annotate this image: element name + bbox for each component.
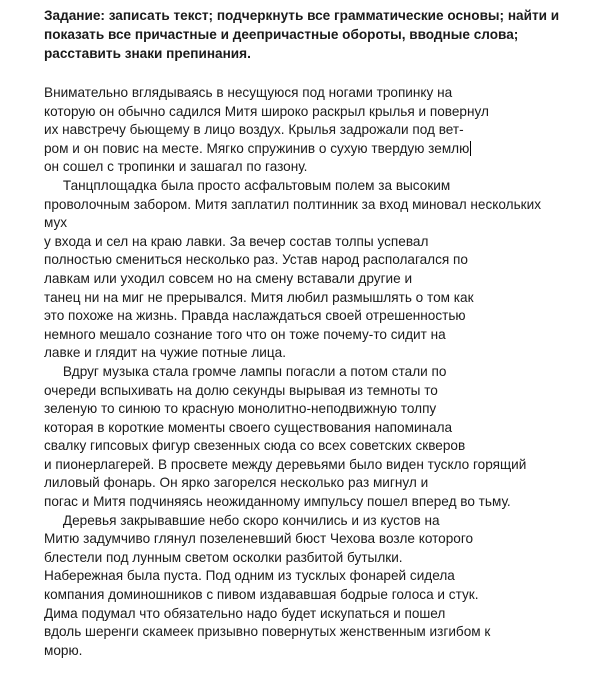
text-line: и пионерлагерей. В просвете между деревьями было виден тускло горящий — [44, 456, 527, 472]
task-instructions — [44, 6, 604, 63]
text-line: он сошел с тропинки и зашагал по газону. — [44, 159, 308, 175]
text-line: морю. — [44, 642, 83, 658]
task-line: Задание: записать текст; подчеркнуть все грамматические основы; найти и — [44, 8, 560, 23]
text-line: Танцплощадка была просто асфальтовым полем за высоким — [44, 177, 451, 193]
text-line: очереди вспыхивать на долю секунды вырывая из темноты то — [44, 382, 438, 398]
text-line: Вдруг музыка стала громче лампы погасли а потом стали по — [44, 363, 447, 379]
text-line: полностью смениться несколько раз. Устав народ располагался по — [44, 252, 468, 268]
text-line: Набережная была пуста. Под одним из тусклых фонарей сидела — [44, 568, 455, 584]
text-line: компания доминошников с пивом издававшая бодрые голоса и стук. — [44, 587, 479, 603]
task-line: показать все причастные и деепричастные обороты, вводные слова; — [44, 27, 519, 42]
text-line: которую он обычно садился Митя широко раскрыл крылья и повернул — [44, 103, 489, 119]
text-cursor — [470, 141, 471, 156]
text-line: свалку гипсовых фигур свезенных сюда со всех советских скверов — [44, 438, 466, 454]
task-line: расставить знаки препинания. — [44, 46, 251, 61]
text-line: погас и Митя подчиняясь неожиданному импульсу пошел вперед во тьму. — [44, 494, 511, 510]
text-line: лавкам или уходил совсем но на смену вставали другие и — [44, 270, 413, 286]
text-line: их навстречу бьющему в лицо воздух. Крылья задрожали под вет- — [44, 122, 464, 138]
text-line: лиловый фонарь. Он ярко загорелся несколько раз мигнул и — [44, 475, 429, 491]
text-line: мух — [44, 215, 68, 231]
text-line: которая в короткие моменты своего существования напоминала — [44, 419, 453, 435]
text-line: зеленую то синюю то красную монолитно-неподвижную толпу — [44, 401, 437, 417]
exercise-text[interactable] — [44, 84, 610, 660]
text-line: Деревья закрывавшие небо скоро кончились и из кустов на — [44, 512, 440, 528]
text-line: немного мешало сознание того что он тоже почему-то сидит на — [44, 326, 446, 342]
text-line: это похоже на жизнь. Правда наслаждаться своей отрешенностью — [44, 308, 466, 324]
text-line: вдоль шеренги скамеек призывно повернутых женственным изгибом к — [44, 624, 491, 640]
text-line: танец ни на миг не прерывался. Митя любил размышлять о том как — [44, 289, 474, 305]
text-line: Дима подумал что обязательно надо будет искупаться и пошел — [44, 605, 446, 621]
text-line: лавке и глядит на чужие потные лица. — [44, 345, 287, 361]
text-line: Митю задумчиво глянул позеленевший бюст Чехова возле которого — [44, 531, 474, 547]
text-line: Внимательно вглядываясь в несущуюся под ногами тропинку на — [44, 85, 453, 100]
text-line: блестели под лунным светом осколки разбитой бутылки. — [44, 549, 403, 565]
text-line-with-caret — [44, 140, 610, 159]
text-line-content: ром и он повис на месте. Мягко спружинив о сухую твердую землю — [44, 140, 470, 156]
text-line: у входа и сел на краю лавки. За вечер состав толпы успевал — [44, 233, 429, 249]
text-line: проволочным забором. Митя заплатил полтинник за вход миновал нескольких — [44, 196, 541, 212]
